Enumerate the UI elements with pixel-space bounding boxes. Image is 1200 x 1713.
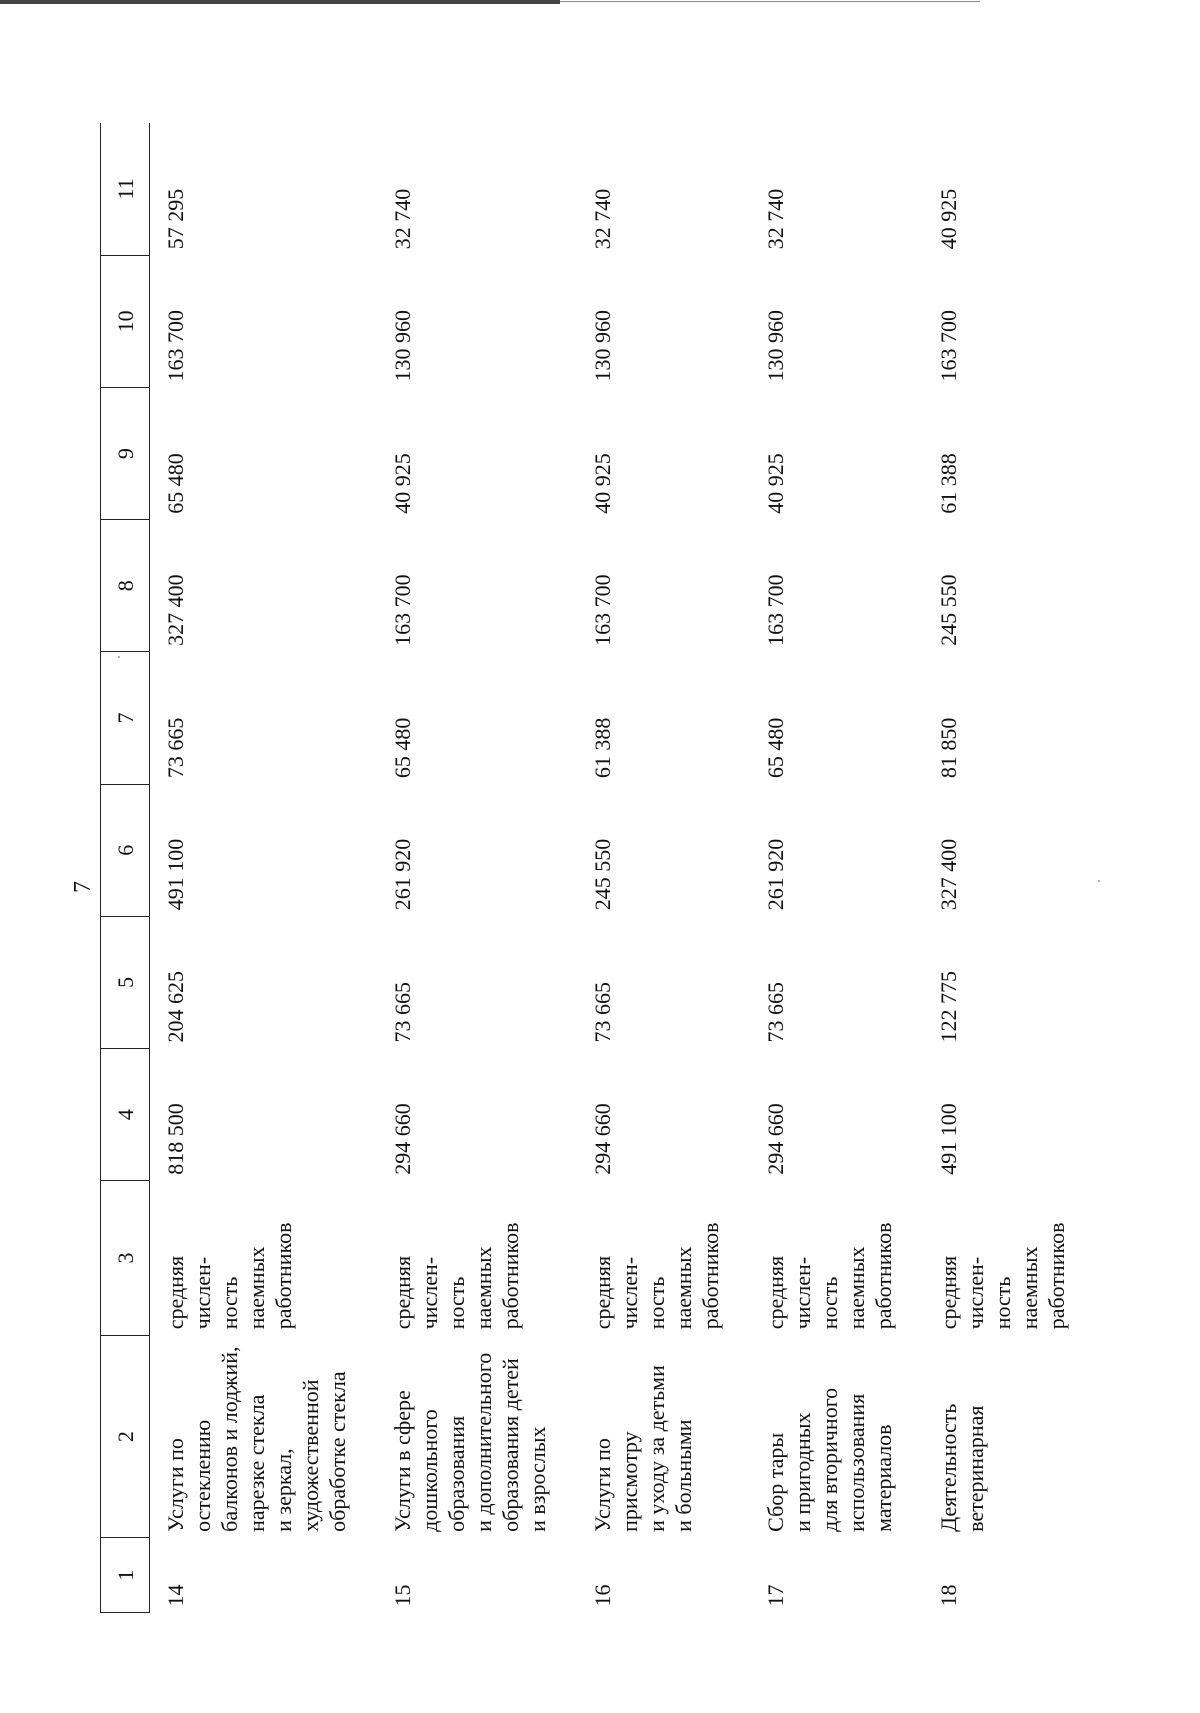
indicator-line: наемных [244,1246,269,1330]
value-cell-col-10: 163 700 [163,309,188,382]
value-cell-col-7: 65 480 [390,717,415,779]
value-cell-col-4: 294 660 [763,1103,788,1175]
column-header: 10 [101,255,150,387]
indicator-line: средняя [590,1255,615,1330]
table-row [577,123,750,1613]
table-body [150,123,1097,1613]
indicator-line: наемных [671,1246,696,1330]
column-header: 3 [101,1181,150,1336]
indicator-line: работников [271,1222,296,1330]
indicator-line: числен- [417,1256,442,1330]
service-name-cell [750,1335,923,1538]
row-number: 14 [163,1584,188,1607]
value-cell-col-11: 32 740 [390,188,415,250]
value-cell-col-6: 245 550 [590,838,615,911]
service-name-line: ветеринарная [963,1405,988,1532]
service-name-cell [377,1335,577,1538]
value-cell-col-11: 40 925 [936,188,961,250]
indicator-line: ность [217,1276,242,1330]
service-name-line: Услуги по остеклению [163,1419,215,1532]
indicator-line: работников [498,1222,523,1330]
value-cell-col-6: 491 100 [163,838,188,911]
service-name-line: дошкольного [417,1409,442,1532]
value-cell-col-10: 163 700 [936,309,961,382]
column-header: 9 [101,387,150,519]
indicator-line: средняя [936,1255,961,1330]
indicator-line: ность [817,1276,842,1330]
indicator-cell [923,1181,1096,1336]
column-header: 5 [101,916,150,1048]
service-name-line: нарезке стекла [244,1394,269,1532]
value-cell-col-4: 294 660 [590,1103,615,1175]
indicator-line: средняя [163,1255,188,1330]
value-cell-col-5: 122 775 [936,971,961,1043]
value-cell-col-8: 163 700 [390,574,415,646]
column-header: 7 [101,652,150,784]
value-cell-col-8: 245 550 [936,574,961,646]
tariff-table [100,123,1096,1613]
value-cell-col-5: 73 665 [390,982,415,1043]
value-cell-col-10: 130 960 [763,309,788,382]
indicator-line: ность [990,1276,1015,1330]
column-header: 1 [101,1538,150,1613]
value-cell-col-5: 73 665 [590,982,615,1043]
table-row [750,123,923,1613]
value-cell-col-9: 40 925 [590,453,615,514]
service-name-line: и больными [671,1419,696,1532]
indicator-line: числен- [790,1256,815,1330]
value-cell-col-9: 65 480 [163,453,188,514]
page-number: 7 [70,881,96,893]
service-name-cell [150,1335,378,1538]
service-name-line: балконов и лоджий, [217,1346,242,1532]
indicator-cell [577,1181,750,1336]
column-header: 8 [101,520,150,652]
row-number: 15 [390,1584,415,1607]
indicator-line: работников [698,1222,723,1330]
column-header: 11 [101,123,150,255]
service-name-line: Услуги в сфере [390,1390,415,1532]
value-cell-col-4: 294 660 [390,1103,415,1175]
service-name-cell [577,1335,750,1538]
service-name-line: Деятельность [936,1403,961,1532]
indicator-line: средняя [763,1255,788,1330]
indicator-line: средняя [390,1255,415,1330]
value-cell-col-6: 261 920 [390,838,415,911]
service-name-line: и взрослых [525,1426,550,1532]
table-row [923,123,1096,1613]
indicator-cell [150,1181,378,1336]
indicator-line: числен- [617,1256,642,1330]
value-cell-col-8: 163 700 [590,574,615,646]
service-name-line: и дополнительного [471,1352,496,1532]
value-cell-col-9: 40 925 [763,453,788,514]
column-header: 4 [101,1049,150,1181]
service-name-cell [923,1335,1096,1538]
value-cell-col-5: 204 625 [163,971,188,1043]
service-name-line: для вторичного [817,1387,842,1532]
service-name-line: художественной [298,1379,323,1532]
column-header: 6 [101,784,150,916]
value-cell-col-8: 163 700 [763,574,788,646]
value-cell-col-7: 73 665 [163,717,188,779]
table-row [150,123,378,1613]
row-number: 16 [590,1584,615,1607]
value-cell-col-10: 130 960 [590,309,615,382]
indicator-line: наемных [1017,1246,1042,1330]
column-header: 2 [101,1335,150,1538]
indicator-cell [750,1181,923,1336]
service-name-line: образования детей [498,1358,523,1532]
row-number: 17 [763,1584,788,1607]
value-cell-col-7: 81 850 [936,717,961,779]
value-cell-col-11: 32 740 [763,188,788,250]
table-row [377,123,577,1613]
service-name-line: и пригодных [790,1412,815,1532]
indicator-line: ность [444,1276,469,1330]
value-cell-col-4: 491 100 [936,1103,961,1175]
service-name-line: обработке стекла [325,1371,350,1532]
value-cell-col-9: 40 925 [390,453,415,514]
indicator-line: работников [871,1222,896,1330]
indicator-line: числен- [963,1256,988,1330]
value-cell-col-10: 130 960 [390,309,415,382]
indicator-cell [377,1181,577,1336]
indicator-line: наемных [844,1246,869,1330]
service-name-line: Сбор тары [763,1432,788,1532]
value-cell-col-6: 327 400 [936,838,961,911]
service-name-line: Услуги по присмотру [590,1431,642,1532]
value-cell-col-11: 32 740 [590,188,615,250]
value-cell-col-11: 57 295 [163,188,188,250]
value-cell-col-7: 65 480 [763,717,788,779]
value-cell-col-4: 818 500 [163,1103,188,1175]
service-name-line: и зеркал, [271,1448,296,1532]
value-cell-col-7: 61 388 [590,717,615,779]
indicator-line: наемных [471,1246,496,1330]
indicator-line: работников [1044,1222,1069,1330]
service-name-line: использования [844,1393,869,1532]
table-header-row [101,123,150,1613]
value-cell-col-5: 73 665 [763,982,788,1043]
service-name-line: образования [444,1415,469,1532]
value-cell-col-9: 61 388 [936,453,961,514]
indicator-line: числен- [190,1256,215,1330]
value-cell-col-8: 327 400 [163,574,188,646]
service-name-line: материалов [871,1424,896,1532]
service-name-line: и уходу за детьми [644,1365,669,1532]
value-cell-col-6: 261 920 [763,838,788,911]
row-number: 18 [936,1584,961,1607]
indicator-line: ность [644,1276,669,1330]
